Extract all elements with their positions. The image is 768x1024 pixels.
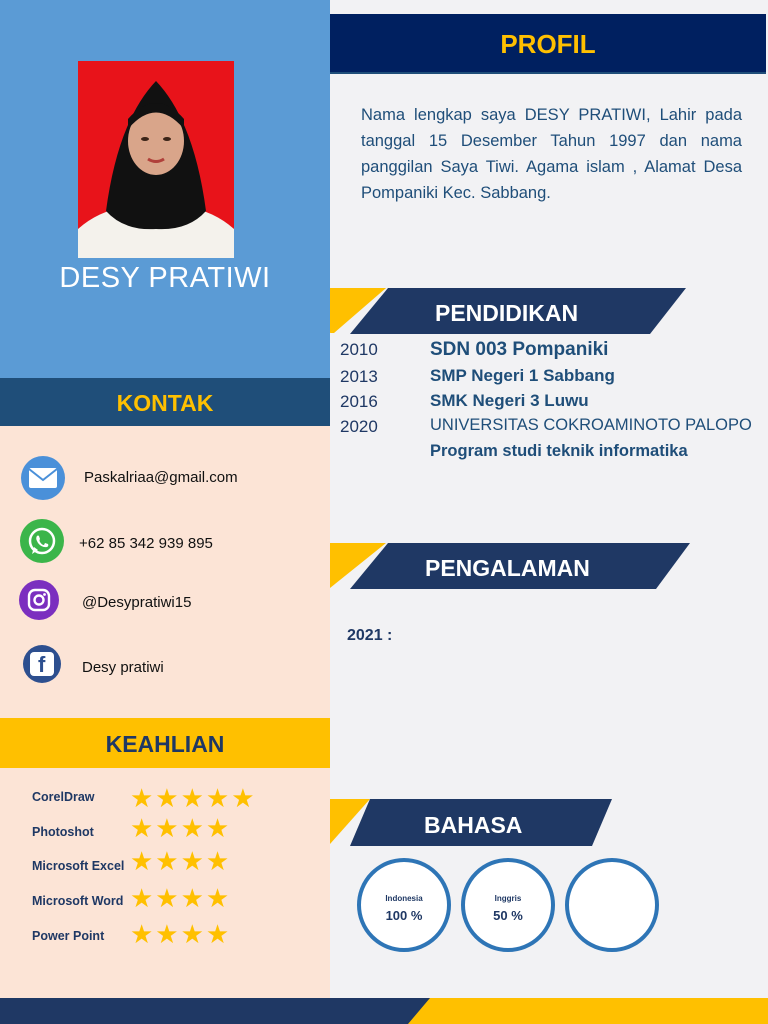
star-rating: ★★★★ [130, 883, 232, 913]
skill-label: Microsoft Excel [32, 859, 125, 873]
phone-number[interactable]: +62 85 342 939 895 [79, 535, 213, 552]
edu-year: 2010 [340, 340, 378, 359]
pendidikan-section-title: PENDIDIKAN [435, 300, 579, 326]
language-circle-empty [565, 858, 659, 952]
profile-photo [78, 61, 234, 258]
skill-label: CorelDraw [32, 790, 95, 804]
language-circle [357, 858, 451, 952]
person-name: DESY PRATIWI [59, 262, 271, 294]
person-portrait-icon [78, 61, 234, 258]
facebook-icon[interactable]: f [23, 645, 61, 683]
edu-program: Program studi teknik informatika [430, 442, 688, 460]
profil-description: Nama lengkap saya DESY PRATIWI, Lahir pada tanggal 15 Desember Tahun 1997 dan nama panggilan Saya Tiwi. Agama islam , Alamat Desa Pompaniki Kec. Sabbang. [361, 106, 742, 202]
skill-label: Photoshot [32, 825, 94, 839]
email-icon[interactable] [21, 456, 65, 500]
facebook-name[interactable]: Desy pratiwi [82, 659, 164, 676]
pengalaman-year: 2021 : [347, 627, 393, 644]
edu-year: 2016 [340, 392, 378, 411]
kontak-section-title: KONTAK [0, 378, 330, 426]
language-name: Inggris [494, 894, 522, 903]
edu-school: SMP Negeri 1 Sabbang [430, 366, 615, 385]
bahasa-section-title: BAHASA [424, 812, 523, 838]
star-rating: ★★★★ [130, 919, 232, 949]
footer-bar [0, 998, 768, 1024]
skills-list [0, 768, 330, 1000]
language-level: 50 % [493, 908, 523, 923]
profil-section-title: PROFIL [330, 14, 766, 74]
edu-school: UNIVERSITAS COKROAMINOTO PALOPO [430, 416, 752, 434]
whatsapp-icon[interactable] [20, 519, 64, 563]
star-rating: ★★★★★ [130, 783, 257, 813]
star-rating: ★★★★ [130, 846, 232, 876]
language-level: 100 % [385, 908, 423, 923]
edu-school: SMK Negeri 3 Luwu [430, 391, 589, 410]
pengalaman-section-title: PENGALAMAN [425, 555, 590, 581]
instagram-icon[interactable] [19, 580, 59, 620]
edu-school: SDN 003 Pompaniki [430, 339, 609, 360]
instagram-handle[interactable]: @Desypratiwi15 [82, 594, 192, 611]
language-circle [461, 858, 555, 952]
edu-year: 2020 [340, 417, 378, 436]
star-rating: ★★★★ [130, 813, 232, 843]
skill-label: Power Point [32, 929, 105, 943]
skill-label: Microsoft Word [32, 894, 124, 908]
contact-list [0, 426, 330, 718]
language-name: Indonesia [385, 894, 423, 903]
edu-year: 2013 [340, 367, 378, 386]
email-address[interactable]: Paskalriaa@gmail.com [84, 469, 238, 486]
keahlian-section-title: KEAHLIAN [0, 718, 330, 768]
